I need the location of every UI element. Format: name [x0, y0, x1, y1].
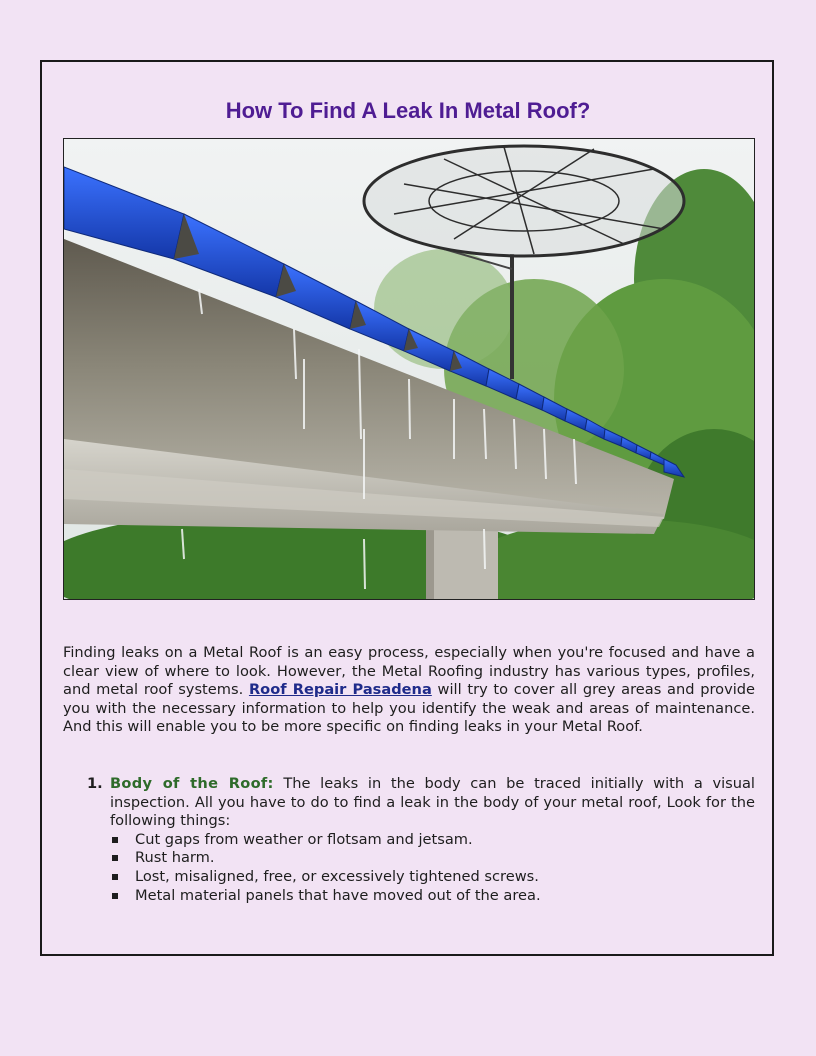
- section-text: The leaks in the body can be traced initially with a visual inspection. All you have to do to find a leak in the body of your metal roof, Look for the following things:: [110, 775, 755, 830]
- square-bullet-icon: [112, 893, 118, 899]
- page-title: How To Find A Leak In Metal Roof?: [225, 98, 591, 123]
- bullet-item: [110, 849, 755, 868]
- bullet-list: [110, 831, 755, 905]
- bullet-item: [110, 831, 755, 850]
- square-bullet-icon: [112, 855, 118, 861]
- roof-repair-pasadena-link[interactable]: Roof Repair Pasadena: [248, 681, 432, 699]
- intro-text-after-link: will try to cover all grey areas and provide you with the necessary information to help you identify the weak and areas of maintenance. And this will enable you to be more specific on finding leaks in your Metal Roof.: [63, 681, 755, 736]
- bullet-text: Metal material panels that have moved out of the area.: [135, 886, 541, 904]
- section-term: Body of the Roof:: [110, 775, 274, 792]
- list-number: 1.: [87, 775, 103, 792]
- intro-paragraph: [63, 644, 755, 737]
- bullet-item: [110, 887, 755, 906]
- metal-roof-rain-photo: [63, 138, 755, 600]
- square-bullet-icon: [112, 874, 118, 880]
- intro-text-before-link: Finding leaks on a Metal Roof is an easy process, especially when you're focused and have a clear view of where to look. However, the Metal Roofing industry has various types, profiles, and metal roof systems.: [63, 644, 755, 699]
- bullet-text: Rust harm.: [135, 849, 215, 867]
- list-item: [63, 775, 755, 905]
- bullet-text: Lost, misaligned, free, or excessively tightened screws.: [135, 867, 539, 885]
- square-bullet-icon: [112, 837, 118, 843]
- leak-checklist: [63, 775, 755, 905]
- bullet-text: Cut gaps from weather or flotsam and jetsam.: [135, 830, 473, 848]
- bullet-item: [110, 868, 755, 887]
